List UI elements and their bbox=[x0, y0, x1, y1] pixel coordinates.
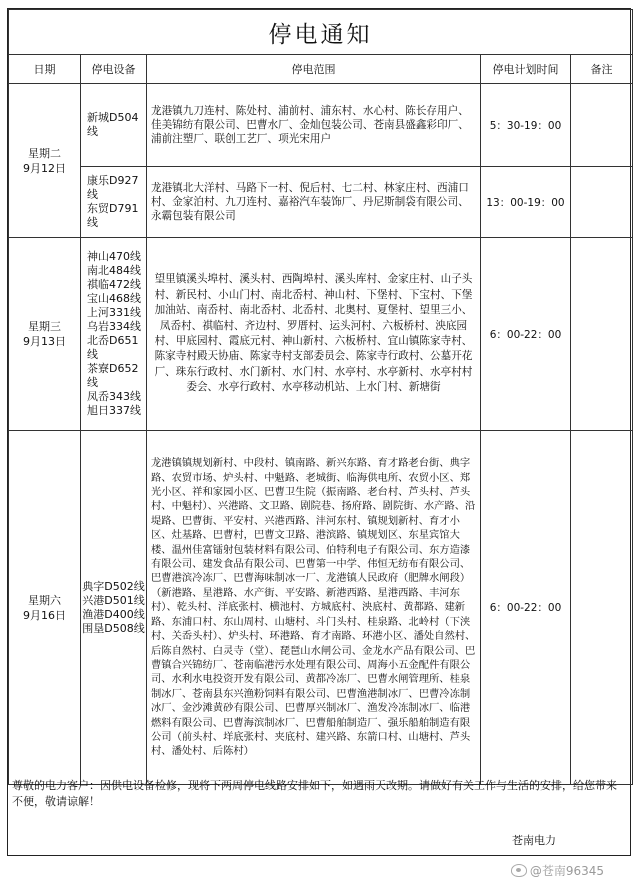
header-note: 备注 bbox=[571, 55, 633, 84]
weekday-label: 星期二 bbox=[28, 146, 61, 160]
date-label: 9月16日 bbox=[23, 608, 66, 622]
weibo-icon bbox=[511, 864, 527, 877]
date-label: 9月12日 bbox=[23, 161, 66, 175]
watermark bbox=[511, 862, 604, 879]
note-cell bbox=[571, 238, 633, 431]
date-cell bbox=[9, 431, 81, 785]
device-line: 兴港D501线 bbox=[82, 593, 145, 607]
device-line: 新城D504线 bbox=[87, 111, 139, 138]
device-line: 凤岙343线 bbox=[87, 390, 141, 403]
device-cell bbox=[81, 431, 147, 785]
watermark-text: @苍南96345 bbox=[529, 864, 604, 878]
device-cell bbox=[81, 84, 147, 167]
device-line: 茶寮D652线 bbox=[87, 362, 139, 389]
header-time: 停电计划时间 bbox=[481, 55, 571, 84]
note-cell bbox=[571, 167, 633, 238]
device-cell bbox=[81, 238, 147, 431]
device-line: 南北484线 bbox=[87, 264, 141, 277]
device-line: 旭日337线 bbox=[87, 404, 141, 417]
header-device: 停电设备 bbox=[81, 55, 147, 84]
footer-text: 尊敬的电力客户：因供电设备检修，现将下两周停电线路安排如下，如遇雨天改期。请做好有关工作与生活的安排，给您带来不便，敬请谅解！ bbox=[12, 779, 617, 808]
device-line: 祺临472线 bbox=[87, 278, 141, 291]
device-line: 渔港D400线 bbox=[82, 607, 145, 621]
device-cell bbox=[81, 167, 147, 238]
device-line: 康乐D927线 bbox=[87, 174, 139, 201]
header-range: 停电范围 bbox=[147, 55, 481, 84]
page-title: 停电通知 bbox=[9, 10, 633, 55]
footer bbox=[8, 774, 630, 857]
date-cell bbox=[9, 84, 81, 238]
date-cell bbox=[9, 238, 81, 431]
footer-signature: 苍南电力 bbox=[512, 834, 556, 847]
range-cell: 望里镇溪头埠村、溪头村、西陶埠村、溪头库村、金家庄村、山子头村、新民村、小山门村、南北岙村、神山村、下堡村、下宝村、下堡加油站、南岙村、南北岙村、北岙村、北奥村、夏堡村、望里三小、凤岙村、祺临村、齐边村、罗厝村、运头河村、六板桥村、泱底园村、甲底园村、霞底元村、神山新村、六板桥村、宜山镇陈家寺村、陈家寺村殿天协庙、陈家寺村支部委员会、陈家寺行政村、公墓开花厂、珠东行政村、水门新村、水门村、水亭村、水亭新村、水亭村村委会、水亭行政村、水亭移动机站、上水门村、新塘街 bbox=[147, 238, 481, 431]
time-cell: 6：00-22：00 bbox=[481, 238, 571, 431]
device-line: 乌岩334线 bbox=[87, 320, 141, 333]
note-cell bbox=[571, 84, 633, 167]
device-line: 典字D502线 bbox=[82, 579, 145, 593]
range-cell: 龙港镇镇规划新村、中段村、镇南路、新兴东路、育才路老台街、典字路、农贸市场、炉头村、中魁路、老城街、临海供电所、农贸小区、郑光小区、祥和家园小区、巴曹卫生院（振南路、老台村、芦头村、芦头村、中魁村）、兴港路、文卫路、剧院巷、扬府路、剧院街、水产路、沿堤路、巴曹街、平安村、兴港西路、沣河东村、镇规划新村、育才小区、灶基路、巴曹村，巴曹文卫路、港滨路、镇规划区、东星宾馆大楼、温州佳富镭射包装材料有限公司、伯特利电子有限公司、东方造漆有限公司、建发食品有限公司、巴曹第一中学、伟恒无纺布有限公司、巴曹港滨冷冻厂、巴曹海味制冰一厂、龙港镇人民政府（肥牌水闸段）（新港路、星港路、水产街、平安路、新港西路、星港西路、丰河东村）、乾头村、洋底张村、横池村、方城底村、泱底村、黄都路、建新路、东浦口村、东山周村、山塘村、斗门头村、桂泉路、北岭村（下浃村、关岙头村）、炉头村、环港路、育才南路、环港小区、潘处自然村、后陈自然村、白灵寺（堂）、琵琶山水闸公司、金龙水产品有限公司、巴曹镇合兴锦纺厂、苍南临港污水处理有限公司、周海小五金配件有限公司、水利水电投资开发有限公司、黄都冷冻厂、巴曹水闸管理所、桂泉制冰厂、苍南县东兴渔粉饲料有限公司、巴曹渔港制冰厂、巴曹冷冻制冰厂、金沙滩黄砂有限公司、巴曹厚兴制冰厂、渔发冷冻制冰厂、临港燃料有限公司、巴曹海滨制冰厂、巴曹船舶制造厂、强乐船舶制造有限公司（前头村、垟底张村、夹底村、建兴路、东箭口村、山塘村、芦头村、潘处村、后陈村） bbox=[147, 431, 481, 785]
time-cell: 6：00-22：00 bbox=[481, 431, 571, 785]
outage-table bbox=[8, 9, 633, 785]
device-line: 北岙D651线 bbox=[87, 334, 139, 361]
device-line: 上河331线 bbox=[87, 306, 141, 319]
range-cell: 龙港镇九刀连村、陈处村、浦前村、浦东村、水心村、陈长存用户、佳美锦纺有限公司、巴曹水厂、金灿包装公司、苍南县盛鑫彩印厂、浦前注塑厂、联创工艺厂、项光宋用户 bbox=[147, 84, 481, 167]
weekday-label: 星期六 bbox=[28, 593, 61, 607]
range-cell: 龙港镇北大洋村、马路下一村、倪后村、七二村、林家庄村、西浦口村、金家泊村、九刀连村、嘉裕汽车装饰厂、丹尼斯制袋有限公司、永霸包装有限公司 bbox=[147, 167, 481, 238]
weekday-label: 星期三 bbox=[28, 320, 61, 333]
device-line: 宝山468线 bbox=[87, 292, 141, 305]
device-line: 东贸D791线 bbox=[87, 202, 139, 229]
device-line: 神山470线 bbox=[87, 250, 141, 263]
date-label: 9月13日 bbox=[23, 335, 66, 348]
device-line: 围垦D508线 bbox=[82, 621, 145, 635]
time-cell: 13：00-19：00 bbox=[481, 167, 571, 238]
notice-sheet bbox=[7, 8, 631, 856]
header-date: 日期 bbox=[9, 55, 81, 84]
time-cell: 5：30-19：00 bbox=[481, 84, 571, 167]
note-cell bbox=[571, 431, 633, 785]
